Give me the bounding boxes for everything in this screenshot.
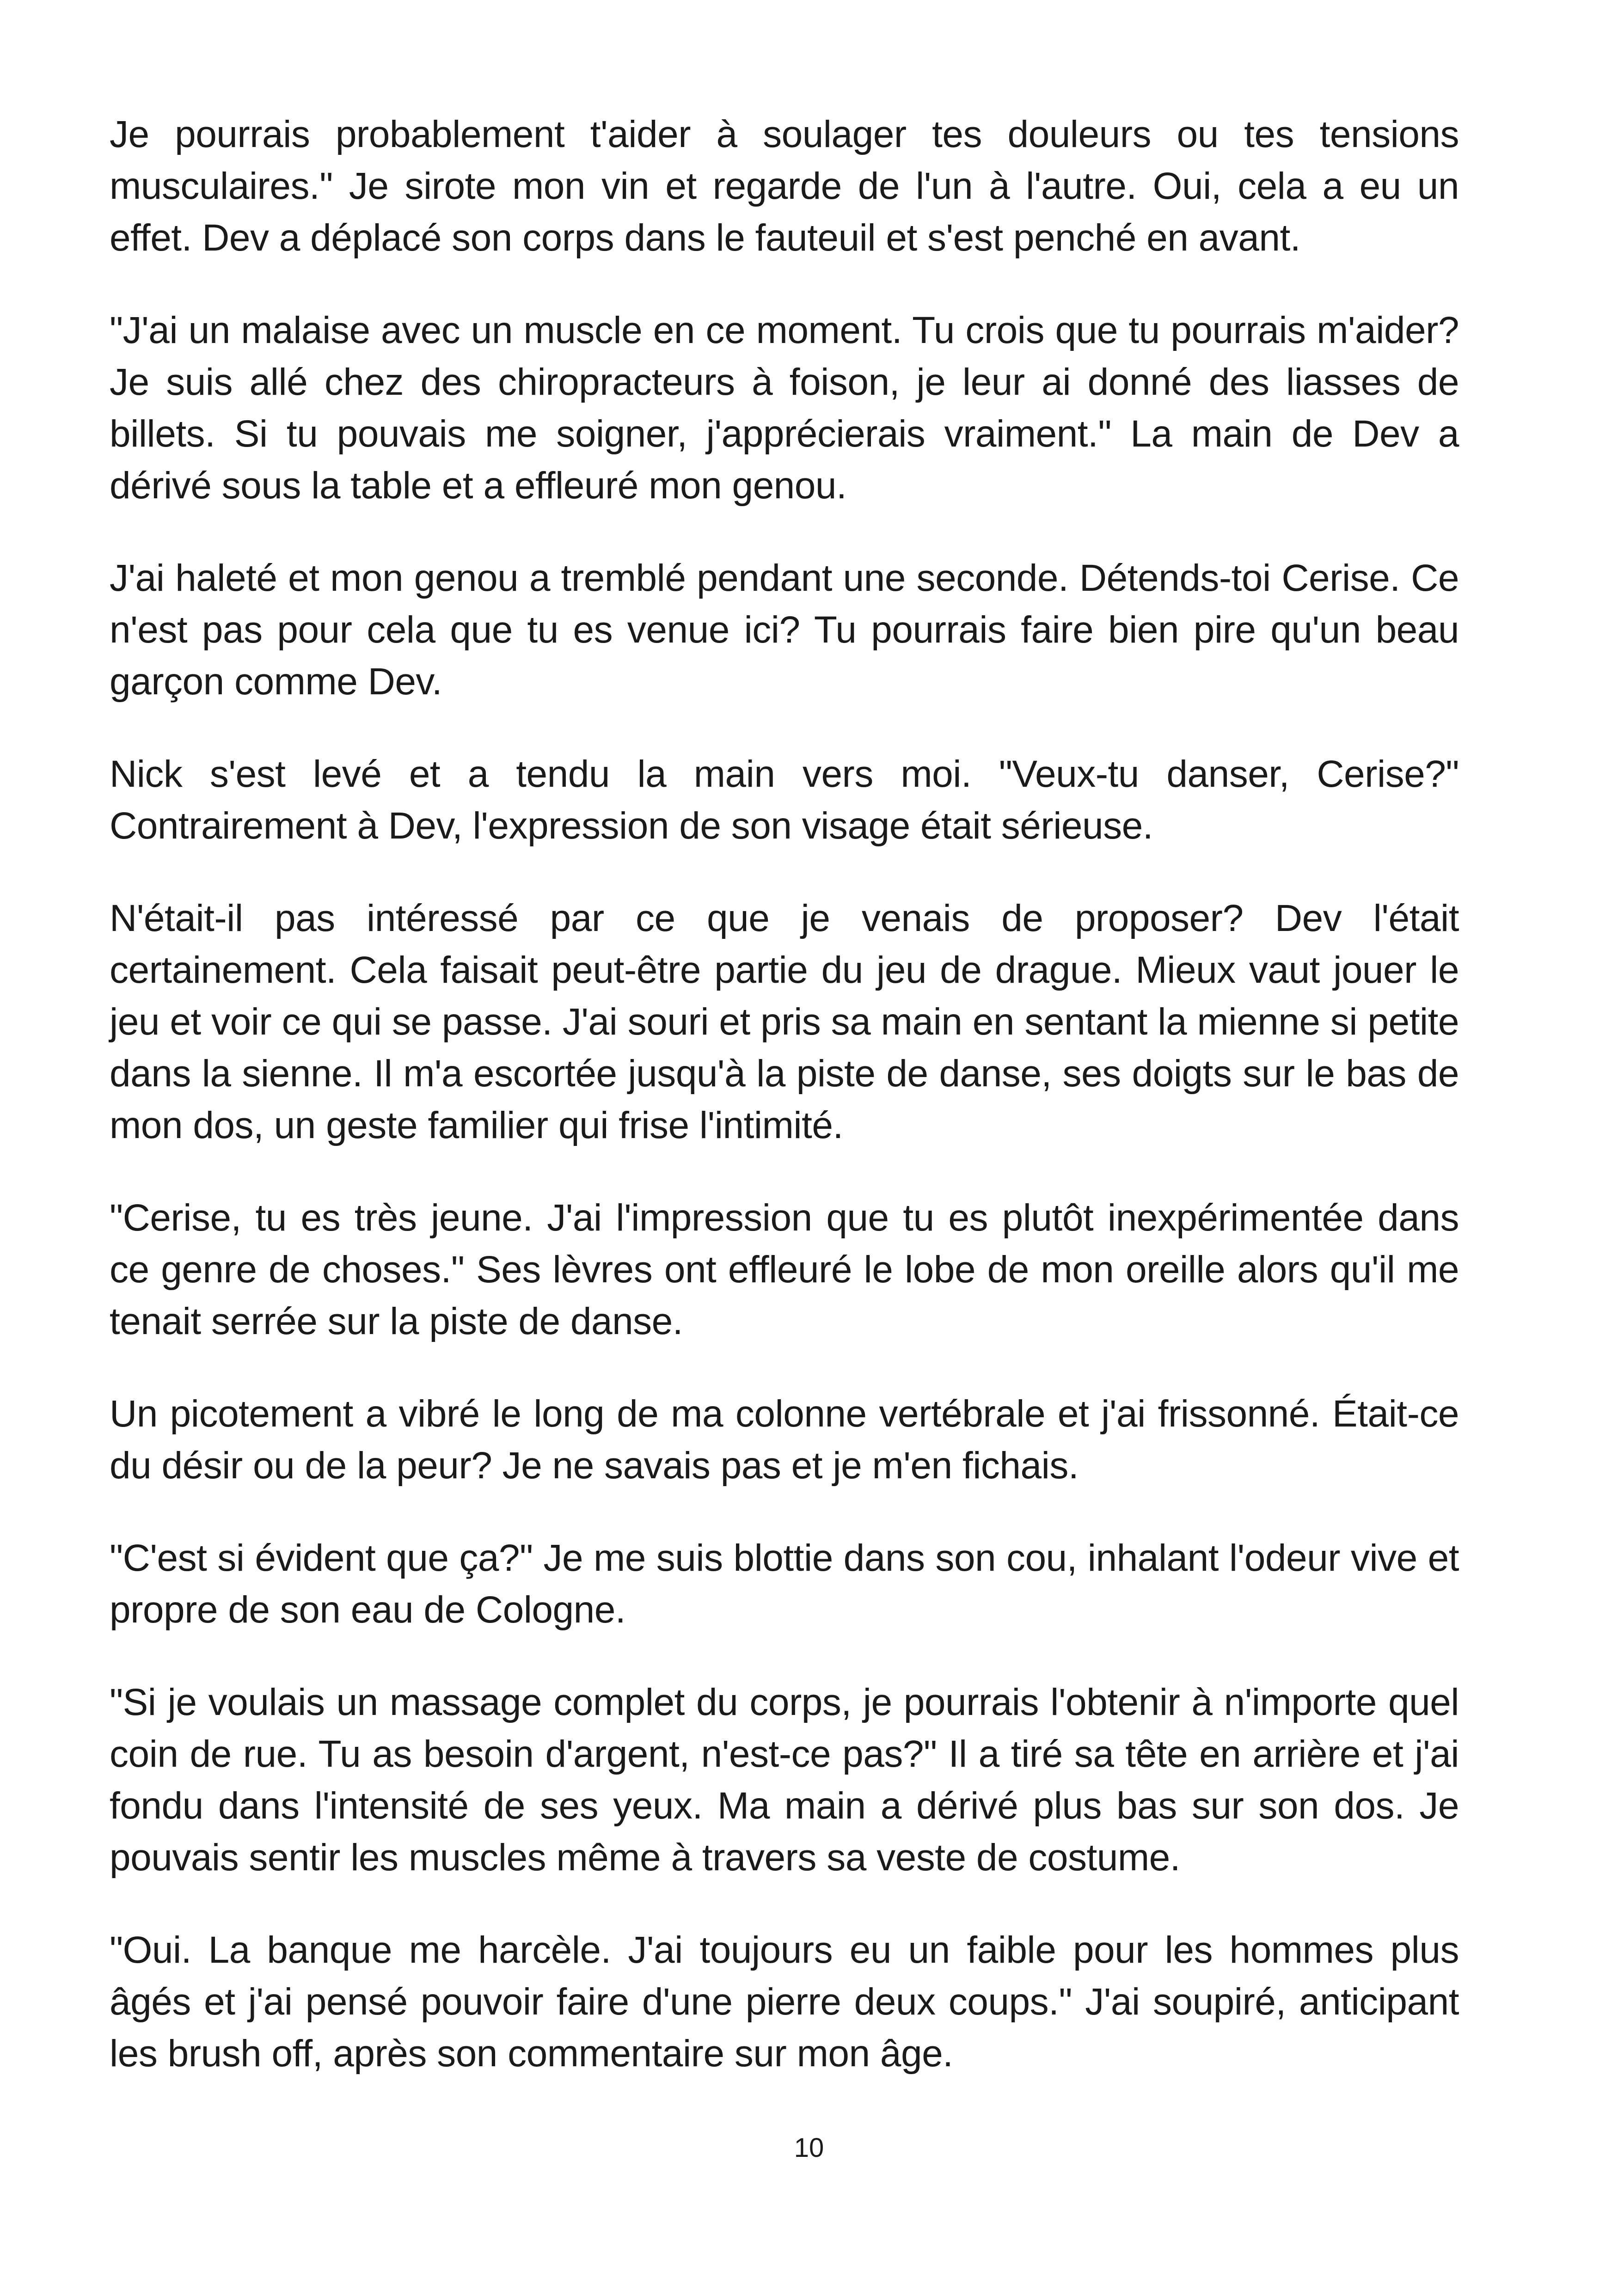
paragraph-6: "Cerise, tu es très jeune. J'ai l'impression que tu es plutôt inexpérimentée dans ce genre de choses." Ses lèvres ont effleuré le lobe de mon oreille alors qu'il me tenait serrée sur la piste de danse. [110, 1197, 1459, 1342]
body-text [110, 109, 1459, 2120]
paragraph-10: "Oui. La banque me harcèle. J'ai toujours eu un faible pour les hommes plus âgés et j'ai pensé pouvoir faire d'une pierre deux coups." J'ai soupiré, anticipant les brush off, après son commentaire sur mon âge. [110, 1929, 1459, 2075]
paragraph-8: "C'est si évident que ça?" Je me suis blottie dans son cou, inhalant l'odeur vive et propre de son eau de Cologne. [110, 1537, 1459, 1631]
paragraph-2: "J'ai un malaise avec un muscle en ce moment. Tu crois que tu pourrais m'aider? Je suis allé chez des chiropracteurs à foison, je leur ai donné des liasses de billets. Si tu pouvais me soigner, j'apprécierais vraiment." La main de Dev a dérivé sous la table et a effleuré mon genou. [110, 309, 1459, 507]
page-number: 10 [794, 2133, 824, 2163]
paragraph-9: "Si je voulais un massage complet du corps, je pourrais l'obtenir à n'importe quel coin de rue. Tu as besoin d'argent, n'est-ce pas?" Il a tiré sa tête en arrière et j'ai fondu dans l'intensité de ses yeux. Ma main a dérivé plus bas sur son dos. Je pouvais sentir les muscles même à travers sa veste de costume. [110, 1681, 1459, 1879]
paragraph-3: J'ai haleté et mon genou a tremblé pendant une seconde. Détends-toi Cerise. Ce n'est pas pour cela que tu es venue ici? Tu pourrais faire bien pire qu'un beau garçon comme Dev. [110, 557, 1459, 703]
paragraph-4: Nick s'est levé et a tendu la main vers moi. "Veux-tu danser, Cerise?" Contrairement à Dev, l'expression de son visage était sérieuse. [110, 753, 1459, 847]
paragraph-5: N'était-il pas intéressé par ce que je venais de proposer? Dev l'était certainement. Cela faisait peut-être partie du jeu de drague. Mieux vaut jouer le jeu et voir ce qui se passe. J'ai souri et pris sa main en sentant la mienne si petite dans la sienne. Il m'a escortée jusqu'à la piste de danse, ses doigts sur le bas de mon dos, un geste familier qui frise l'intimité. [110, 897, 1459, 1146]
paragraph-7: Un picotement a vibré le long de ma colonne vertébrale et j'ai frissonné. Était-ce du désir ou de la peur? Je ne savais pas et je m'en fichais. [110, 1393, 1459, 1487]
paragraph-1: Je pourrais probablement t'aider à soulager tes douleurs ou tes tensions musculaires." Je sirote mon vin et regarde de l'un à l'autre. Oui, cela a eu un effet. Dev a déplacé son corps dans le fauteuil et s'est penché en avant. [110, 113, 1459, 259]
